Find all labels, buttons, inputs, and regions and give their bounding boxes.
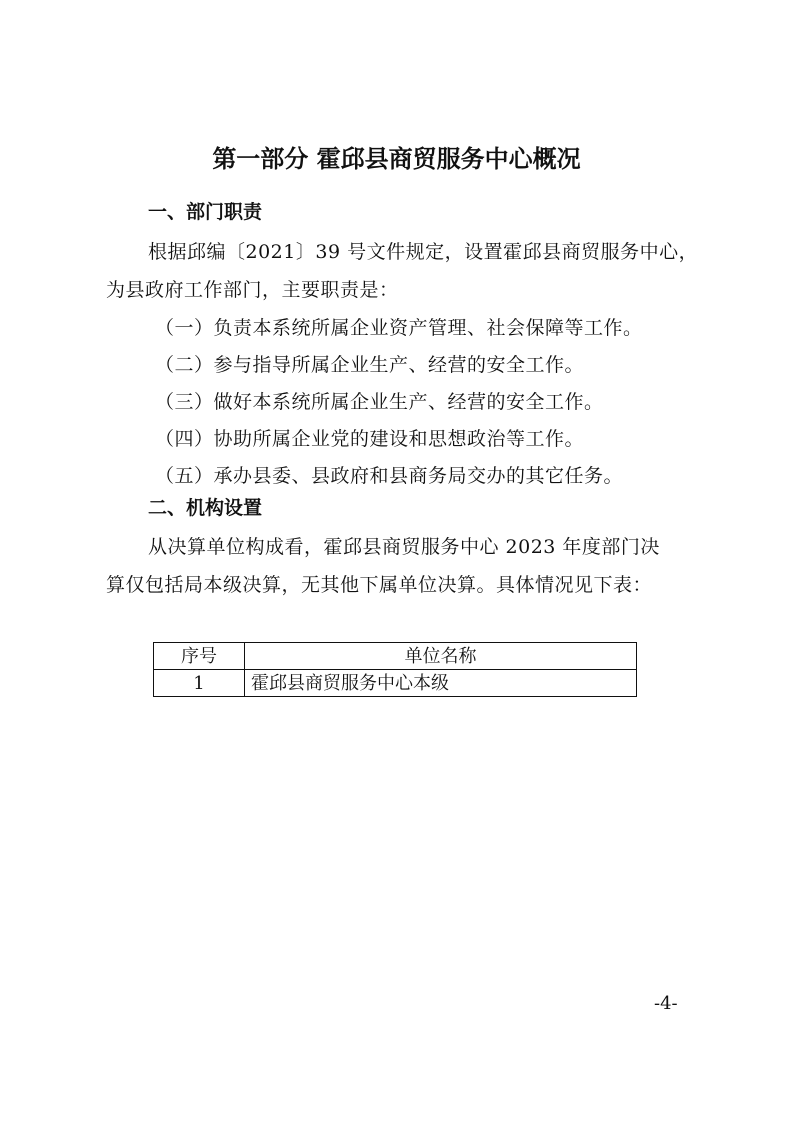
structure-text-line-1: 从决算单位构成看，霍邱县商贸服务中心 2023 年度部门决 — [148, 536, 660, 558]
unit-table — [153, 642, 637, 697]
page-number: -4- — [654, 993, 678, 1014]
duty-item-3: （三）做好本系统所属企业生产、经营的安全工作。 — [155, 391, 604, 413]
table-cell-no: 1 — [154, 670, 245, 697]
table-header-unit-name: 单位名称 — [245, 643, 637, 670]
duty-item-5: （五）承办县委、县政府和县商务局交办的其它任务。 — [155, 465, 624, 487]
table-row — [154, 670, 637, 697]
section-heading-duties: 一、部门职责 — [148, 201, 263, 223]
duties-intro-line-1: 根据邱编〔2021〕39 号文件规定，设置霍邱县商贸服务中心， — [148, 241, 699, 263]
section-heading-structure: 二、机构设置 — [148, 497, 263, 519]
page-title: 第一部分 霍邱县商贸服务中心概况 — [212, 145, 581, 173]
structure-text-line-2: 算仅包括局本级决算，无其他下属单位决算。具体情况见下表： — [106, 574, 653, 596]
table-cell-unit-name: 霍邱县商贸服务中心本级 — [245, 670, 637, 697]
duty-item-4: （四）协助所属企业党的建设和思想政治等工作。 — [155, 428, 585, 450]
table-header-row — [154, 643, 637, 670]
duty-item-2: （二）参与指导所属企业生产、经营的安全工作。 — [155, 354, 585, 376]
duties-intro-line-2: 为县政府工作部门，主要职责是： — [106, 279, 399, 301]
duty-item-1: （一）负责本系统所属企业资产管理、社会保障等工作。 — [155, 317, 643, 339]
table-header-no: 序号 — [154, 643, 245, 670]
